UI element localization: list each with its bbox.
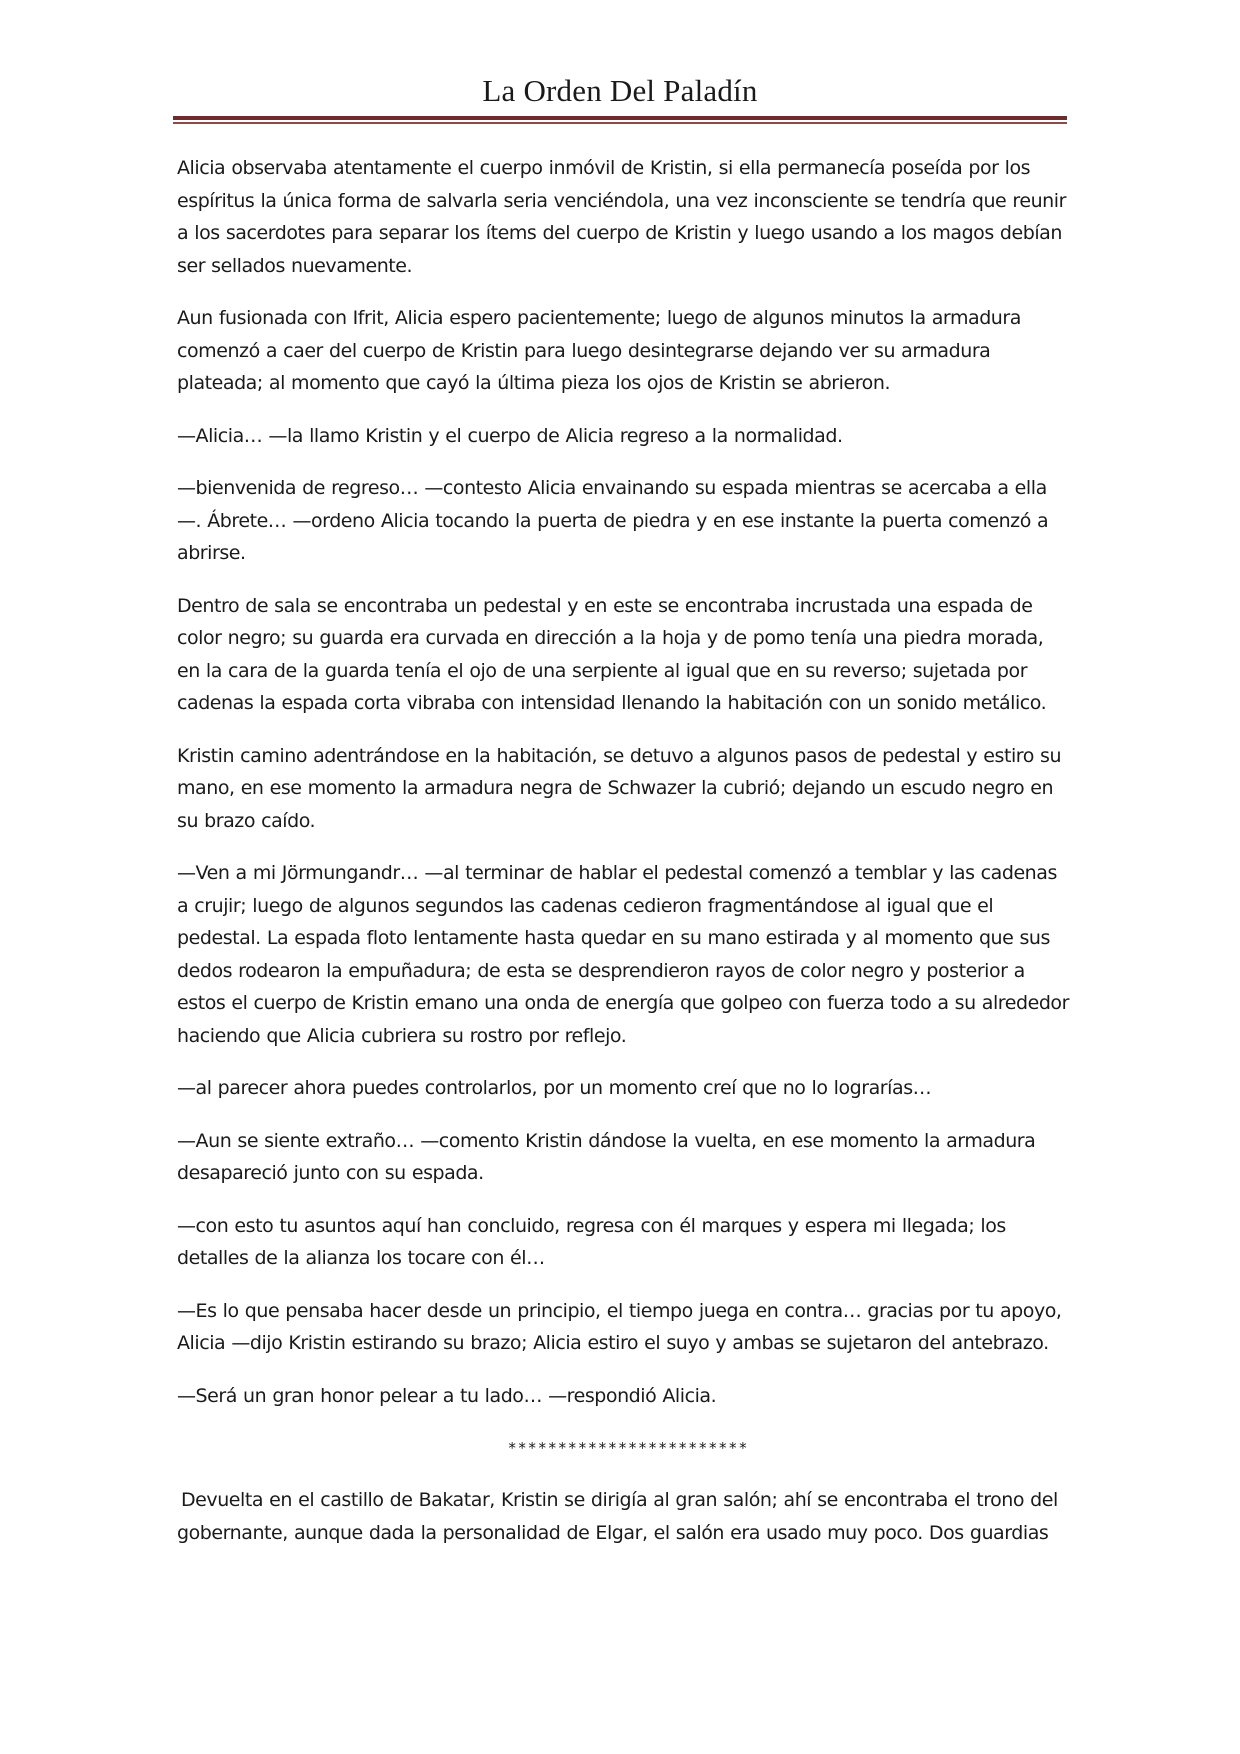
paragraph: —al parecer ahora puedes controlarlos, por un momento creí que no lo lograrías… bbox=[177, 1077, 932, 1099]
paragraph: Dentro de sala se encontraba un pedestal y en este se encontraba incrustada una espada de color negro; su guarda era curvada en dirección a la hoja y de pomo tenía una piedra morada, en la cara de la guarda tenía el ojo de una serpiente al igual que en su reverso; sujetada por cadenas la espada corta vibraba con intensidad llenando la habitación con un sonido metálico. bbox=[177, 594, 1047, 714]
header-title: La Orden Del Paladín bbox=[482, 73, 758, 108]
paragraph: —Aun se siente extraño… —comento Kristin dándose la vuelta, en ese momento la armadura desapareció junto con su espada. bbox=[177, 1129, 1036, 1184]
scene-separator: ************************ bbox=[507, 1439, 749, 1457]
paragraph: —con esto tu asuntos aquí han concluido, regresa con él marques y espera mi llegada; los detalles de la alianza los tocare con él… bbox=[177, 1214, 1006, 1269]
paragraph: —Será un gran honor pelear a tu lado… —respondió Alicia. bbox=[177, 1384, 717, 1407]
paragraph: —Alicia… —la llamo Kristin y el cuerpo de Alicia regreso a la normalidad. bbox=[177, 424, 843, 447]
final-paragraph: Devuelta en el castillo de Bakatar, Kristin se dirigía al gran salón; ahí se encontraba el trono del gobernante, aunque dada la personalidad de Elgar, el salón era usado muy poco. Dos guardias bbox=[177, 1489, 1058, 1544]
paragraph: —Es lo que pensaba hacer desde un principio, el tiempo juega en contra… gracias por tu apoyo, Alicia —dijo Kristin estirando su brazo; Alicia estiro el suyo y ambas se sujetaron del antebrazo. bbox=[177, 1299, 1062, 1354]
paragraph: Aun fusionada con Ifrit, Alicia espero pacientemente; luego de algunos minutos la armadura comenzó a caer del cuerpo de Kristin para luego desintegrarse dejando ver su armadura plateada; al momento que cayó la última pieza los ojos de Kristin se abrieron. bbox=[177, 307, 1021, 394]
header-rule-thick bbox=[173, 116, 1067, 120]
paragraph: —Ven a mi Jörmungandr… —al terminar de hablar el pedestal comenzó a temblar y las cadenas a crujir; luego de algunos segundos las cadenas cedieron fragmentándose al igual que el pedestal. La espada floto lentamente hasta quedar en su mano estirada y al momento que sus dedos rodearon la empuñadura; de esta se desprendieron rayos de color negro y posterior a estos el cuerpo de Kristin emano una onda de energía que golpeo con fuerza todo a su alrededor haciendo que Alicia cubriera su rostro por reflejo. bbox=[177, 862, 1069, 1047]
paragraph: —bienvenida de regreso… —contesto Alicia envainando su espada mientras se acercaba a ella—. Ábrete… —ordeno Alicia tocando la puerta de piedra y en ese instante la puerta comenzó a abrirse. bbox=[177, 477, 1049, 564]
paragraph: Kristin camino adentrándose en la habitación, se detuvo a algunos pasos de pedestal y estiro su mano, en ese momento la armadura negra de Schwazer la cubrió; dejando un escudo negro en su brazo caído. bbox=[177, 744, 1062, 832]
header-rule-thin bbox=[173, 122, 1067, 124]
paragraph: Alicia observaba atentamente el cuerpo inmóvil de Kristin, si ella permanecía poseída por los espíritus la única forma de salvarla seria venciéndola, una vez inconsciente se tendría que reunir a los sacerdotes para separar los ítems del cuerpo de Kristin y luego usando a los magos debían ser sellados nuevamente. bbox=[177, 157, 1066, 277]
page-header bbox=[173, 72, 1067, 124]
body-text bbox=[177, 152, 1069, 1569]
